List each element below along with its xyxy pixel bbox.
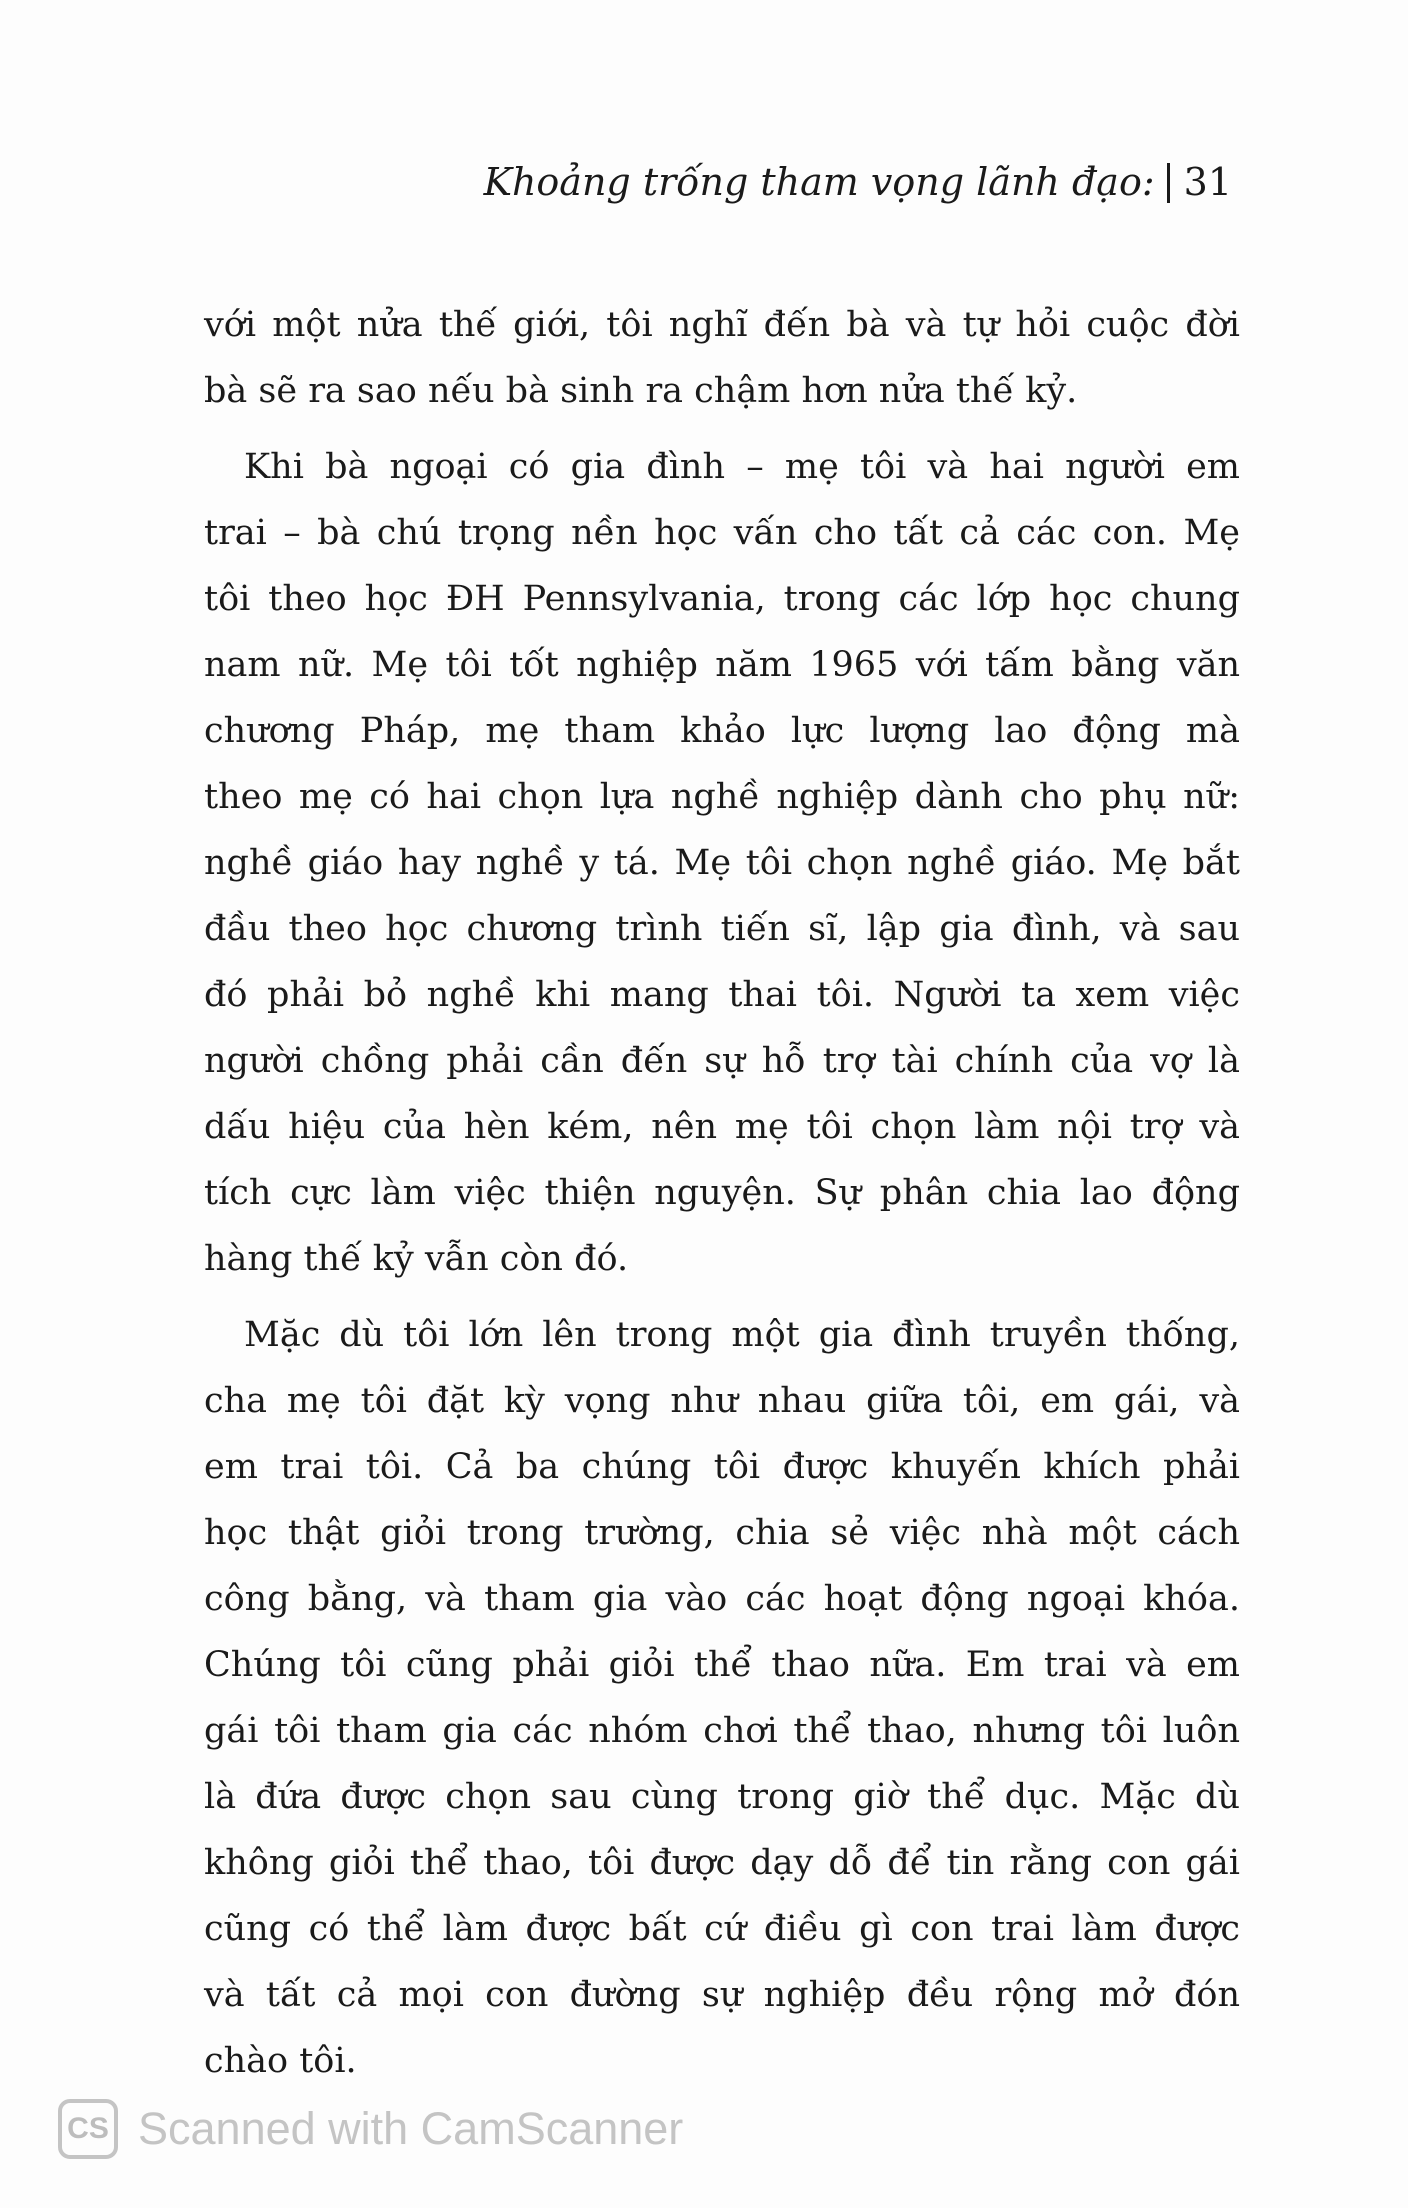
text-line: theo mẹ có hai chọn lựa nghề nghiệp dành cho phụ nữ:: [204, 777, 1240, 817]
text-line: Khi bà ngoại có gia đình – mẹ tôi và hai người em: [244, 447, 1240, 487]
paragraph-1: [204, 292, 1240, 424]
text-line: nam nữ. Mẹ tôi tốt nghiệp năm 1965 với tấm bằng văn: [204, 645, 1240, 685]
text-line: hàng thế kỷ vẫn còn đó.: [204, 1239, 629, 1279]
text-line: học thật giỏi trong trường, chia sẻ việc nhà một cách: [204, 1513, 1240, 1553]
paragraph-3: [204, 1302, 1240, 2094]
text-line: người chồng phải cần đến sự hỗ trợ tài chính của vợ là: [204, 1041, 1240, 1081]
text-line: nghề giáo hay nghề y tá. Mẹ tôi chọn nghề giáo. Mẹ bắt: [204, 843, 1240, 883]
text-line: dấu hiệu của hèn kém, nên mẹ tôi chọn làm nội trợ và: [204, 1107, 1240, 1147]
text-line: em trai tôi. Cả ba chúng tôi được khuyến khích phải: [204, 1447, 1240, 1487]
text-line: cha mẹ tôi đặt kỳ vọng như nhau giữa tôi, em gái, và: [204, 1381, 1240, 1421]
text-line: gái tôi tham gia các nhóm chơi thể thao, nhưng tôi luôn: [204, 1711, 1240, 1751]
text-line: công bằng, và tham gia vào các hoạt động ngoại khóa.: [204, 1579, 1240, 1619]
text-line: là đứa được chọn sau cùng trong giờ thể dục. Mặc dù: [204, 1777, 1240, 1817]
text-line: chương Pháp, mẹ tham khảo lực lượng lao động mà: [204, 711, 1240, 751]
text-line: bà sẽ ra sao nếu bà sinh ra chậm hơn nửa thế kỷ.: [204, 371, 1078, 411]
running-header: [484, 152, 1232, 212]
text-line: đầu theo học chương trình tiến sĩ, lập gia đình, và sau: [204, 909, 1240, 949]
text-line: tích cực làm việc thiện nguyện. Sự phân chia lao động: [204, 1173, 1240, 1213]
text-line: tôi theo học ĐH Pennsylvania, trong các lớp học chung: [204, 579, 1240, 619]
text-line: không giỏi thể thao, tôi được dạy dỗ để tin rằng con gái: [204, 1843, 1240, 1883]
text-line: và tất cả mọi con đường sự nghiệp đều rộng mở đón: [204, 1975, 1240, 2015]
text-line: Mặc dù tôi lớn lên trong một gia đình truyền thống,: [244, 1315, 1240, 1355]
text-line: trai – bà chú trọng nền học vấn cho tất cả các con. Mẹ: [204, 513, 1240, 553]
watermark-text: Scanned with CamScanner: [138, 2103, 684, 2154]
page-number: 31: [1183, 160, 1232, 204]
chapter-title: Khoảng trống tham vọng lãnh đạo:: [483, 160, 1155, 204]
header-divider: [1167, 163, 1170, 203]
text-line: Chúng tôi cũng phải giỏi thể thao nữa. Em trai và em: [204, 1645, 1240, 1685]
text-line: đó phải bỏ nghề khi mang thai tôi. Người ta xem việc: [204, 975, 1240, 1015]
text-line: với một nửa thế giới, tôi nghĩ đến bà và tự hỏi cuộc đời: [204, 305, 1240, 345]
camscanner-logo-icon: CS: [58, 2099, 118, 2159]
camscanner-watermark: [58, 2094, 683, 2164]
body-text: [204, 292, 1240, 2104]
text-line: chào tôi.: [204, 2041, 357, 2081]
text-line: cũng có thể làm được bất cứ điều gì con trai làm được: [204, 1909, 1240, 1949]
paragraph-2: [204, 434, 1240, 1292]
